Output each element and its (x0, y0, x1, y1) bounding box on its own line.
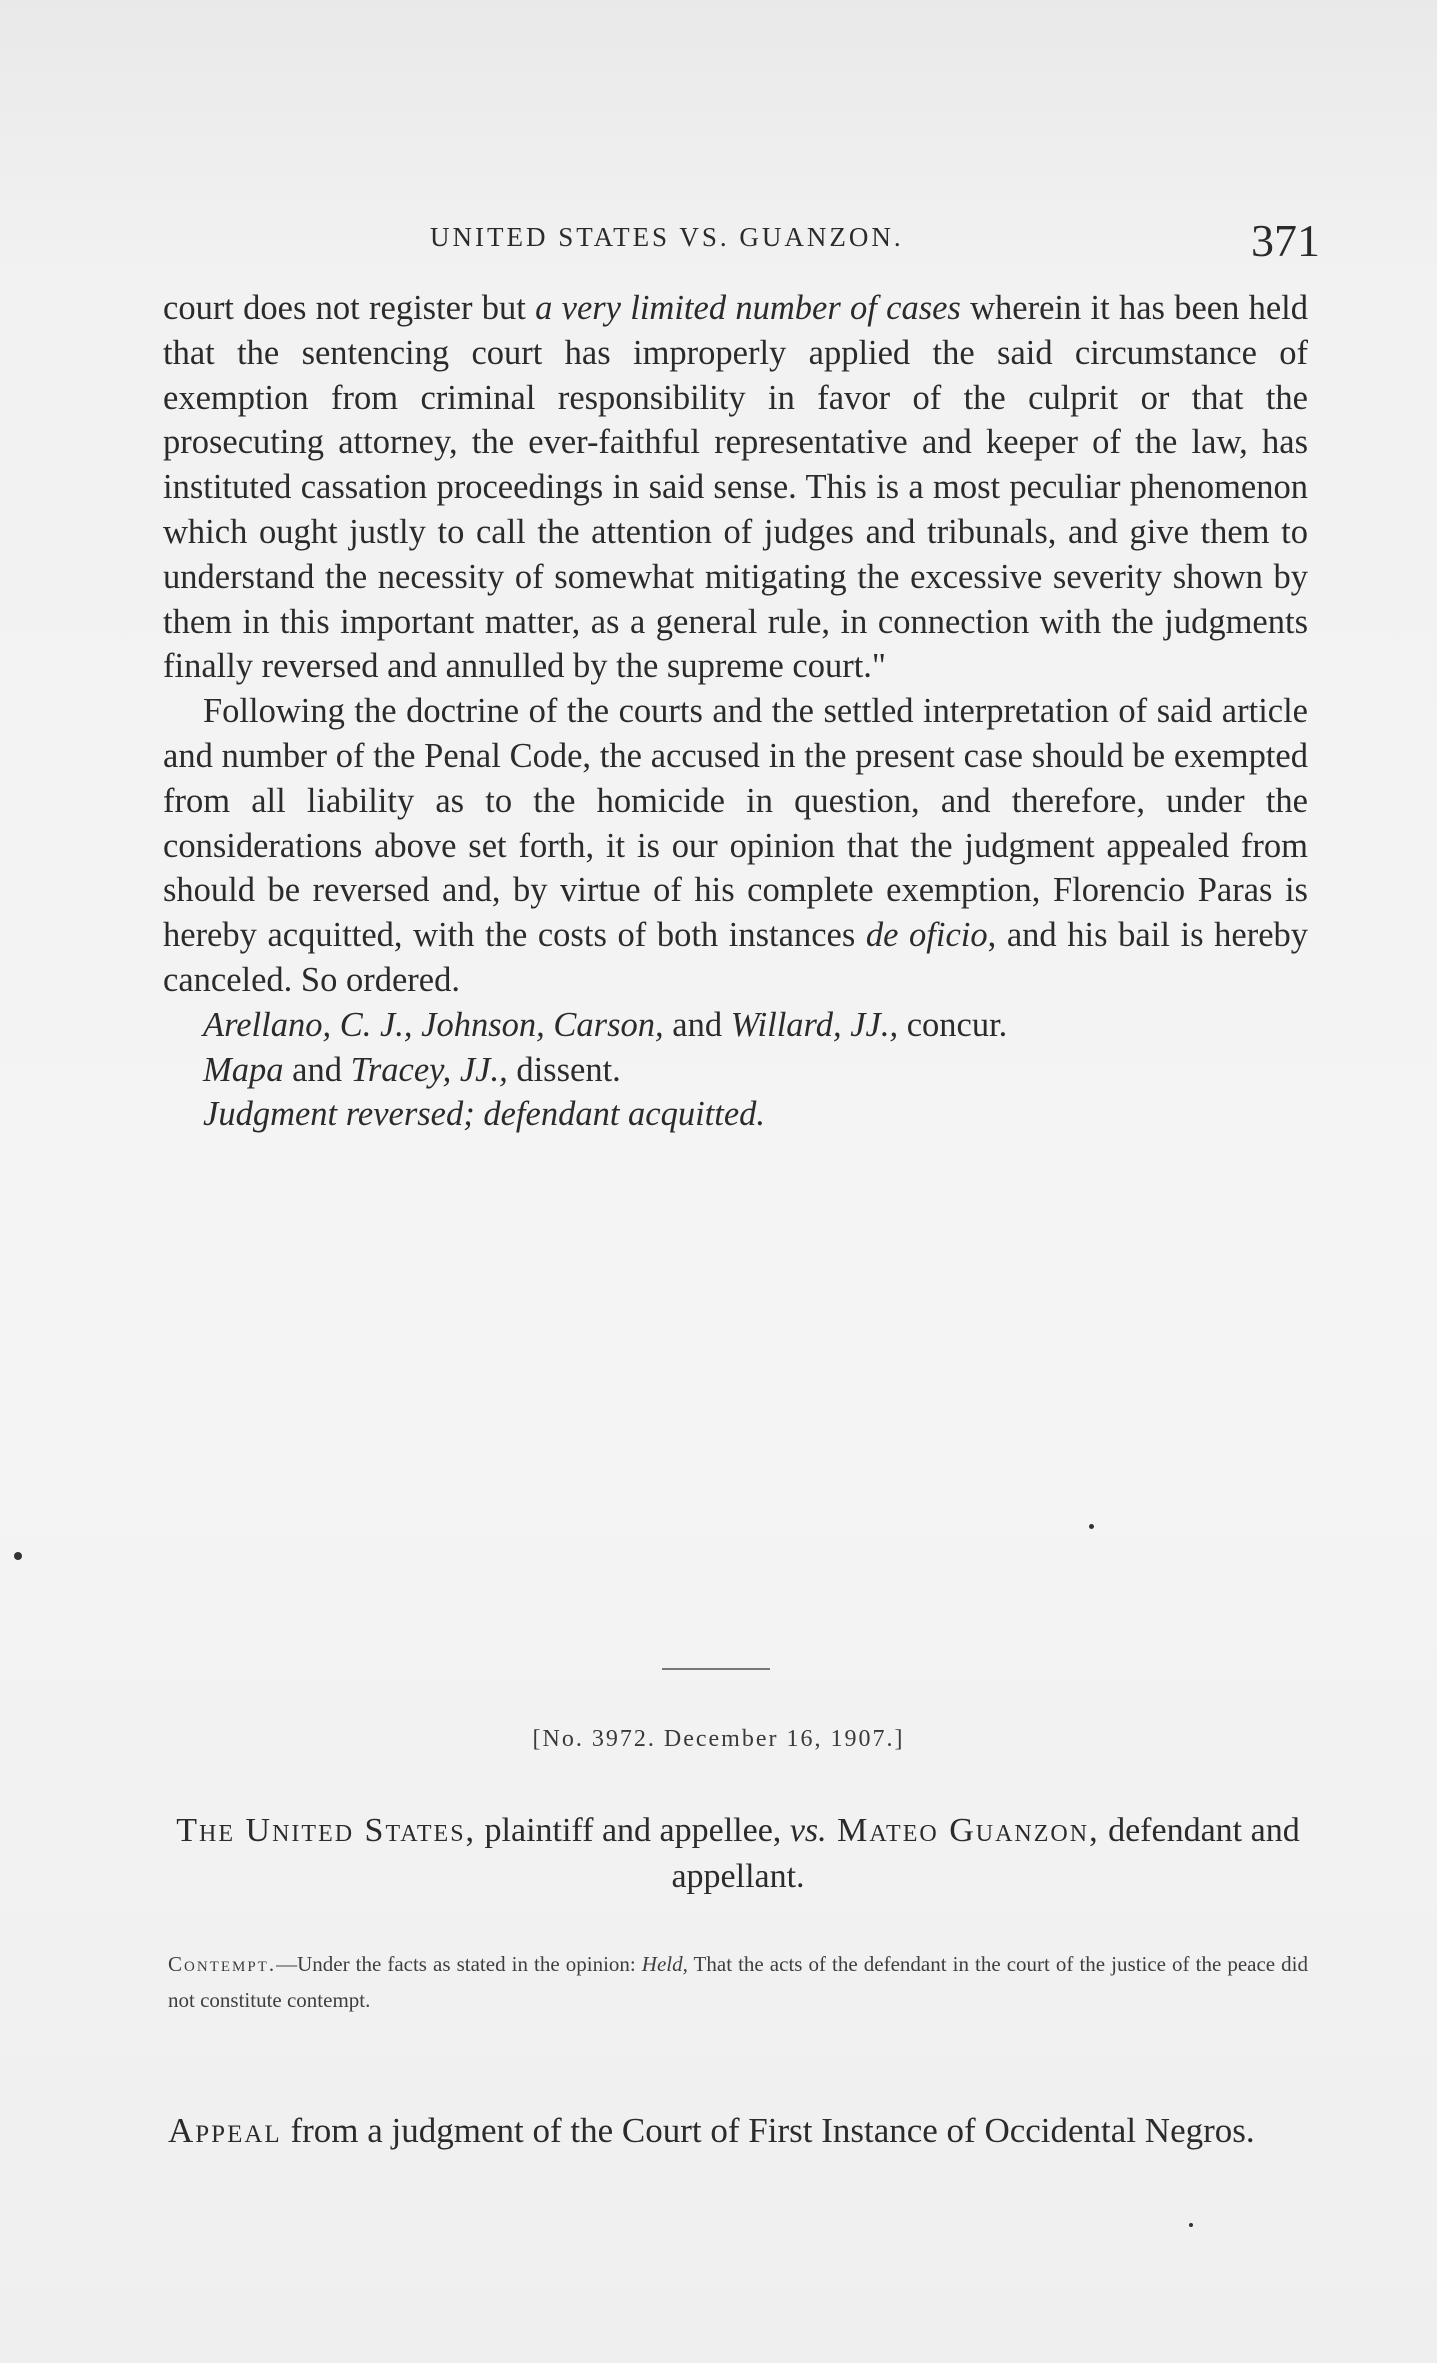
running-head-title: UNITED STATES VS. GUANZON. (430, 222, 904, 252)
judgment-line (163, 1092, 1308, 1137)
text-run: , and his bail is hereby canceled. So ordered. (163, 916, 1309, 999)
concurrence (163, 1003, 1308, 1048)
versus: vs. (789, 1812, 827, 1849)
plaintiff-name: The United States, (176, 1812, 477, 1849)
italic-run: Held, (641, 1952, 688, 1976)
defendant-name: Mateo Guanzon, (826, 1812, 1100, 1849)
justice-names: Willard, JJ., (730, 1005, 899, 1044)
justice-names: Mapa (203, 1050, 284, 1089)
italic-run: a very limited number of cases (535, 289, 961, 327)
text-run: Following the doctrine of the courts and the settled interpretation of said article and number of the Penal Code, the accused in the present case should be exempted from all liability as to the homicide in question, and therefore, under the considerations above set forth, it is our opinion that the judgment appealed from should be reversed and, by virtue of his complete exemption, Florencio Paras is hereby acquitted, with the costs of both instances (163, 692, 1308, 955)
italic-run: de oficio (865, 916, 988, 955)
text-run: plaintiff and appellee, (476, 1812, 790, 1849)
judgment-text: Judgment reversed; defendant acquitted. (203, 1095, 766, 1134)
appeal-statement (168, 2108, 1308, 2154)
syllabus-label: Contempt. (168, 1952, 277, 1976)
paragraph (163, 689, 1308, 1003)
speck-mark (1089, 1524, 1094, 1529)
docket-line: [No. 3972. December 16, 1907.] (532, 1726, 905, 1752)
page-number: 371 (1251, 215, 1320, 266)
justice-names: Arellano, C. J., Johnson, Carson, (203, 1005, 664, 1044)
justice-names: Tracey, JJ., (350, 1050, 508, 1089)
text-run: That the acts of the defendant in the court of the justice of the peace did not constitute contempt. (168, 1952, 1308, 2012)
text-run: from a judgment of the Court of First Instance of Occidental Negros. (281, 2111, 1255, 2150)
text-run: wherein it has been held that the sentencing court has improperly applied the said circumstance of exemption from criminal responsibility in favor of the culprit or that the prosecuting attorney, the ever-faithful representative and keeper of the law, has instituted cassation proceedings in said sense. This is a most peculiar phenomenon which ought justly to call the attention of judges and tribunals, and give them to understand the necessity of somewhat mitigating the excessive severity shown by them in this important matter, as a general rule, in connection with the judgments finally reversed and annulled by the supreme court." (163, 289, 1309, 686)
text-run: concur. (898, 1005, 1008, 1044)
text-run: dissent. (507, 1050, 621, 1089)
text-run: and (283, 1050, 351, 1089)
text-run: —Under the facts as stated in the opinion: (276, 1952, 642, 1976)
text-run: and (663, 1005, 731, 1044)
case-title (170, 1808, 1306, 1900)
section-divider (662, 1668, 770, 1670)
opinion-text (163, 286, 1308, 1137)
dissent (163, 1048, 1308, 1093)
appeal-lead: Appeal (168, 2111, 282, 2150)
text-run: defendant and appellant. (671, 1812, 1300, 1895)
speck-mark (14, 1552, 22, 1560)
running-head (160, 214, 1320, 274)
syllabus (168, 1946, 1308, 2018)
paragraph (163, 286, 1308, 689)
speck-mark (1189, 2223, 1193, 2227)
text-run: court does not register but (163, 289, 536, 327)
